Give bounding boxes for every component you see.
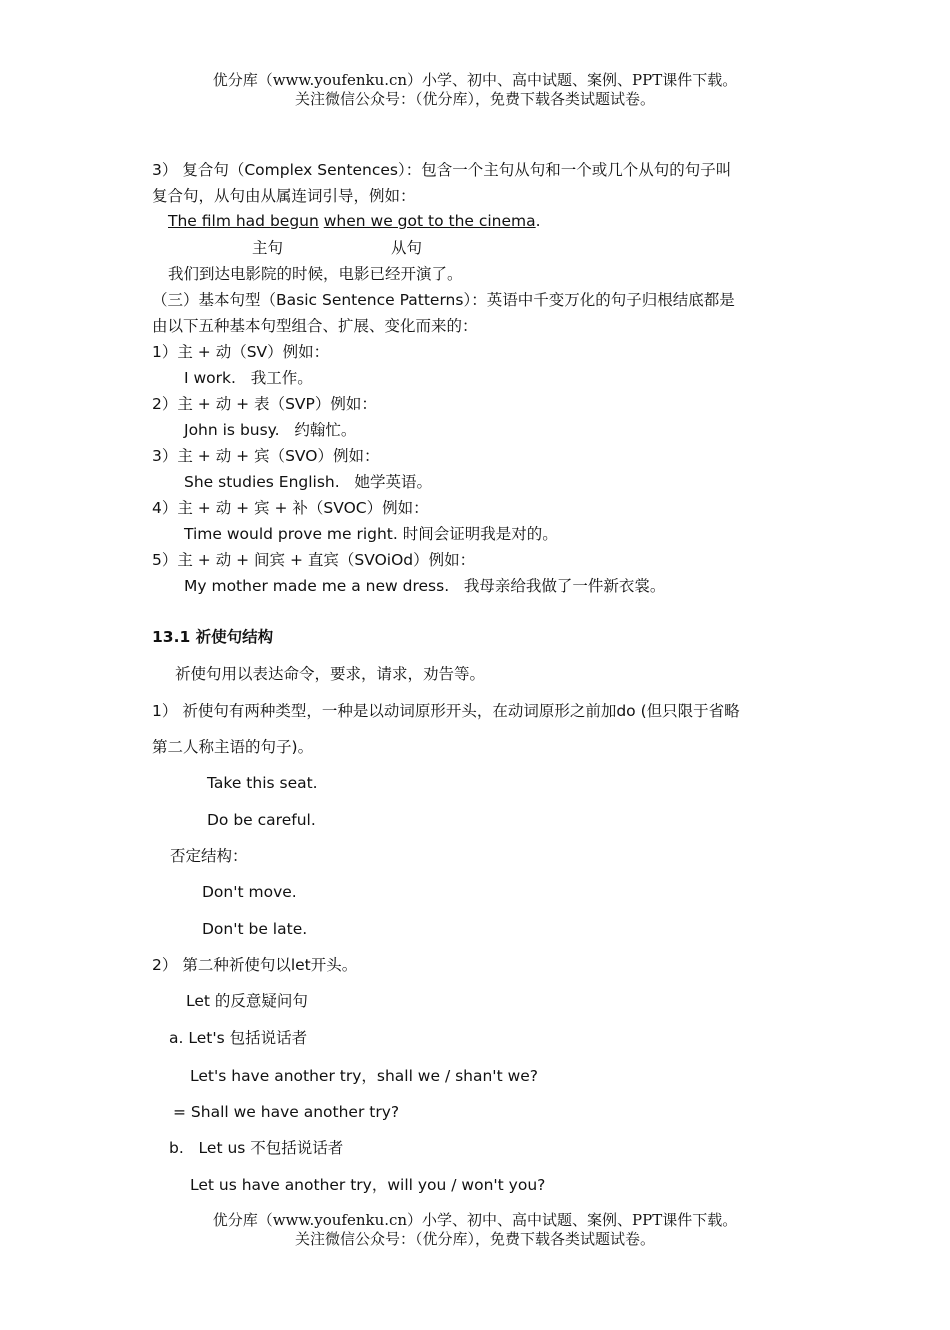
pattern-formula: 主 + 动 + 宾（ — [177, 447, 286, 465]
pattern-example-5 — [184, 576, 665, 596]
pattern-abbr: SV — [246, 343, 268, 361]
patterns-intro-pre: （三）基本句型（ — [152, 291, 277, 309]
pattern-tail: ）例如： — [413, 551, 476, 569]
type2-let: let — [290, 956, 311, 974]
pattern-item-1 — [152, 342, 329, 362]
patterns-intro-line2: 由以下五种基本句型组合、扩展、变化而来的： — [152, 317, 478, 335]
pattern-item-5 — [152, 550, 475, 570]
complex-term-pre: 复合句（ — [182, 161, 245, 179]
item-b-label: b. Let us — [169, 1139, 246, 1157]
type1-num: 1） — [152, 702, 178, 720]
type2-paragraph — [152, 955, 357, 975]
pattern-translation: 她学英语。 — [354, 473, 432, 491]
patterns-intro-post: ）：英语中千变万化的句子归根结底都是 — [463, 291, 735, 309]
section-intro: 祈使句用以表达命令，要求，请求，劝告等。 — [175, 665, 486, 683]
pattern-example-2 — [184, 420, 356, 440]
section-heading — [152, 627, 273, 647]
pattern-num: 4） — [152, 499, 178, 517]
pattern-tail: ）例如： — [317, 447, 380, 465]
negative-example-2: Don't be late. — [202, 920, 308, 938]
complex-example — [168, 211, 541, 231]
type1-do: do ( — [616, 702, 647, 720]
complex-definition-line2: 复合句，从句由从属连词引导，例如： — [152, 187, 416, 205]
imperative-example-2: Do be careful. — [207, 811, 316, 829]
pattern-tail: ）例如： — [267, 343, 330, 361]
pattern-formula: 主 + 动（ — [177, 343, 247, 361]
type1-paragraph-line2 — [152, 737, 313, 757]
pattern-abbr: SVP — [285, 395, 315, 413]
pattern-example: Time would prove me right. — [184, 525, 398, 543]
example-main-clause: The film had begun — [168, 212, 319, 230]
pattern-translation: 我工作。 — [250, 369, 313, 387]
pattern-example: She studies English. — [184, 473, 340, 491]
pattern-example-4 — [184, 524, 558, 544]
negative-label: 否定结构： — [170, 847, 248, 865]
label-sub-clause: 从句 — [391, 239, 423, 257]
item-b-heading — [169, 1138, 343, 1158]
tag-let: Let — [186, 992, 210, 1010]
pattern-num: 1） — [152, 343, 178, 361]
item-a-label: a. Let's — [169, 1029, 225, 1047]
page-footer-line2: 关注微信公众号：（优分库），免费下载各类试题试卷。 — [294, 1230, 655, 1248]
pattern-abbr: SVOC — [323, 499, 367, 517]
pattern-num: 2） — [152, 395, 178, 413]
item-a-example: Let's have another try，shall we / shan't we? — [190, 1067, 539, 1085]
pattern-example: I work. — [184, 369, 236, 387]
example-period: . — [535, 212, 541, 230]
complex-term-post: ）：包含一个主句从句和一个或几个从句的句子叫 — [398, 161, 732, 179]
type2-text: 第二种祈使句以 — [182, 956, 291, 974]
patterns-intro-en: Basic Sentence Patterns — [276, 291, 464, 309]
item-a-heading — [169, 1028, 307, 1048]
type2-end: 开头。 — [310, 956, 358, 974]
complex-num: 3） — [152, 161, 178, 179]
pattern-formula: 主 + 动 + 间宾 + 直宾（ — [177, 551, 355, 569]
pattern-abbr: SVOiOd — [354, 551, 414, 569]
pattern-example-3 — [184, 472, 432, 492]
imperative-example-1: Take this seat. — [207, 774, 318, 792]
section-title: 祈使句结构 — [195, 627, 274, 646]
pattern-item-2 — [152, 394, 377, 414]
label-main-clause: 主句 — [252, 239, 284, 257]
complex-term-en: Complex Sentences — [244, 161, 399, 179]
complex-definition — [152, 160, 731, 180]
section-num: 13.1 — [152, 628, 191, 646]
type1-paragraph — [152, 701, 740, 721]
pattern-example-1 — [184, 368, 313, 388]
pattern-item-3 — [152, 446, 379, 466]
page-footer-line1: 优分库（www.youfenku.cn）小学、初中、高中试题、案例、PPT课件下载。 — [212, 1211, 738, 1229]
item-b-desc: 不包括说话者 — [250, 1139, 344, 1157]
pattern-example: John is busy. — [184, 421, 280, 439]
pattern-abbr: SVO — [285, 447, 318, 465]
tag-label: 的反意疑问句 — [214, 992, 308, 1010]
tag-question-heading — [186, 991, 308, 1011]
type1-line2: 第二人称主语的句子 — [152, 738, 292, 756]
pattern-tail: ）例如： — [314, 395, 377, 413]
page-header-line1: 优分库（www.youfenku.cn）小学、初中、高中试题、案例、PPT课件下载。 — [212, 71, 738, 89]
complex-translation: 我们到达电影院的时候，电影已经开演了。 — [168, 265, 463, 283]
pattern-tail: ）例如： — [366, 499, 429, 517]
pattern-translation: 我母亲给我做了一件新衣裳。 — [463, 577, 666, 595]
patterns-intro — [152, 290, 735, 310]
type1-text-a: 祈使句有两种类型，一种是以动词原形开头，在动词原形之前加 — [182, 702, 617, 720]
example-sub-clause: when we got to the cinema — [323, 212, 536, 230]
pattern-example: My mother made me a new dress. — [184, 577, 450, 595]
pattern-formula: 主 + 动 + 表（ — [177, 395, 286, 413]
pattern-num: 3） — [152, 447, 178, 465]
type1-line2-end: )。 — [291, 738, 314, 756]
item-a-desc: 包括说话者 — [229, 1029, 308, 1047]
negative-example-1: Don't move. — [202, 883, 297, 901]
type1-text-b: 但只限于省略 — [646, 702, 740, 720]
type2-num: 2） — [152, 956, 178, 974]
pattern-formula: 主 + 动 + 宾 + 补（ — [177, 499, 324, 517]
pattern-translation: 时间会证明我是对的。 — [402, 525, 558, 543]
pattern-num: 5） — [152, 551, 178, 569]
item-b-example: Let us have another try，will you / won't you? — [190, 1176, 546, 1194]
item-a-equivalent: = Shall we have another try? — [173, 1103, 400, 1121]
pattern-translation: 约翰忙。 — [294, 421, 357, 439]
pattern-item-4 — [152, 498, 429, 518]
page-header-line2: 关注微信公众号：（优分库），免费下载各类试题试卷。 — [294, 90, 655, 108]
